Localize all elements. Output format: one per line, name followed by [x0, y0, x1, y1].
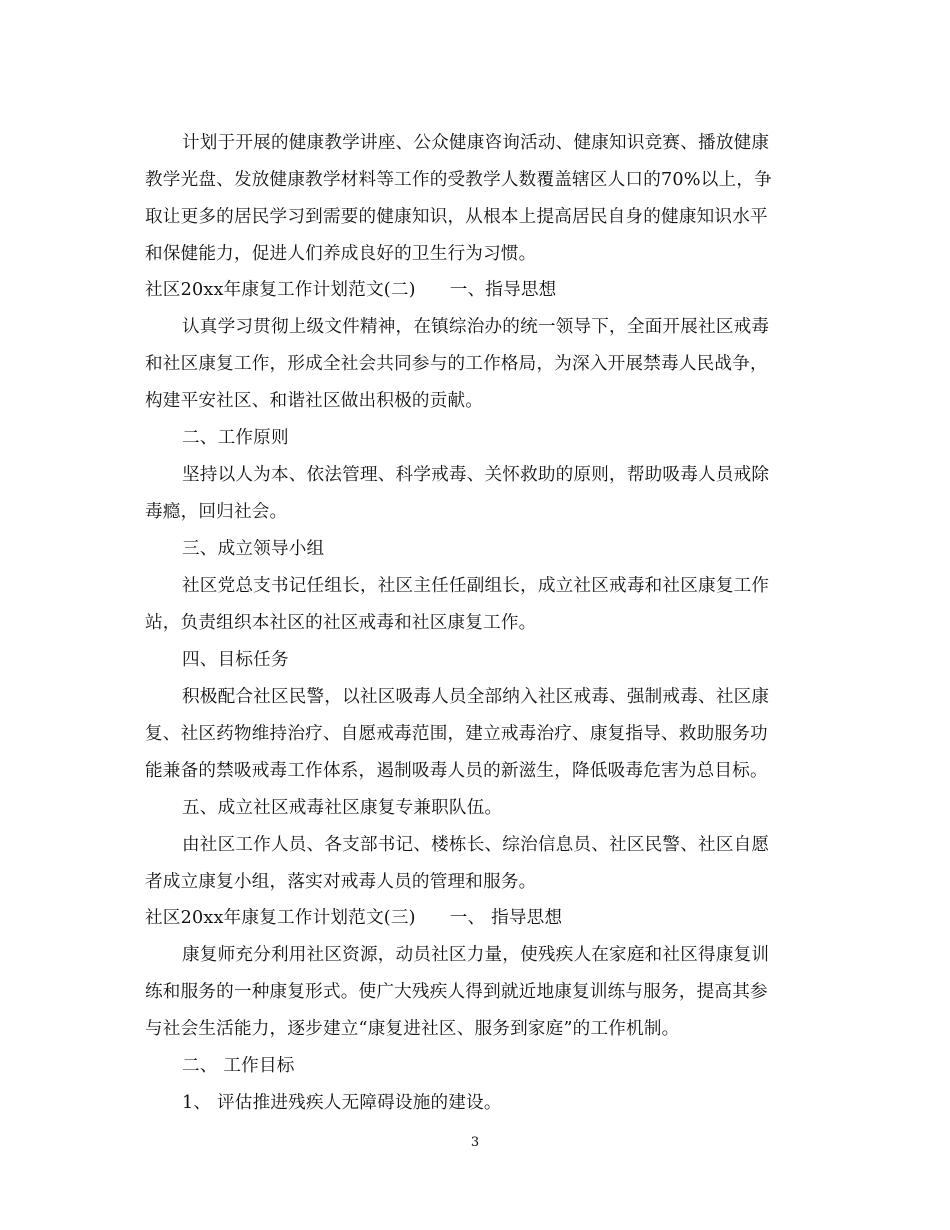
paragraph-line: 和社区康复工作，形成全社会共同参与的工作格局，为深入开展禁毒人民战争，: [145, 354, 768, 374]
paragraph-line: 教学光盘、发放健康教学材料等工作的受教学人数覆盖辖区人口的70%以上，争: [145, 170, 772, 190]
paragraph-line: 毒瘾，回归社会。: [145, 502, 288, 522]
subsection-title: 一、指导思想: [449, 280, 557, 300]
section-title: 社区20xx年康复工作计划范文(三): [145, 908, 416, 928]
paragraph-line: 构建平安社区、和谐社区做出积极的贡献。: [145, 391, 484, 411]
paragraph-line: 站，负责组织本社区的社区戒毒和社区康复工作。: [145, 613, 537, 633]
page-number: 3: [470, 1135, 480, 1150]
subsection-title: 二、 工作目标: [182, 1056, 295, 1076]
paragraph-line: 由社区工作人员、各支部书记、楼栋长、综治信息员、社区民警、社区自愿: [182, 835, 770, 855]
paragraph-line: 社区党总支书记任组长，社区主任任副组长，成立社区戒毒和社区康复工作: [182, 576, 770, 596]
subsection-title: 二、工作原则: [182, 428, 289, 448]
subsection-title: 三、成立领导小组: [182, 539, 325, 559]
subsection-title: 五、成立社区戒毒社区康复专兼职队伍。: [182, 798, 503, 818]
paragraph-line: 计划于开展的健康教学讲座、公众健康咨询活动、健康知识竞赛、播放健康: [182, 133, 770, 153]
paragraph-line: 坚持以人为本、依法管理、科学戒毒、关怀救助的原则，帮助吸毒人员戒除: [182, 465, 770, 485]
section-heading: [145, 278, 805, 302]
subsection-title: 一、 指导思想: [449, 908, 563, 928]
paragraph-line: 者成立康复小组，落实对戒毒人员的管理和服务。: [145, 872, 537, 892]
paragraph-line: 康复师充分利用社区资源，动员社区力量，使残疾人在家庭和社区得康复训: [182, 945, 770, 965]
subsection-title: 四、目标任务: [182, 650, 289, 670]
paragraph-line: 练和服务的一种康复形式。使广大残疾人得到就近地康复训练与服务，提高其参: [145, 982, 768, 1002]
paragraph-line: 取让更多的居民学习到需要的健康知识，从根本上提高居民自身的健康知识水平: [145, 207, 768, 227]
section-heading: [145, 906, 805, 930]
section-title: 社区20xx年康复工作计划范文(二): [145, 280, 416, 300]
paragraph-line: 复、社区药物维持治疗、自愿戒毒范围，建立戒毒治疗、康复指导、救助服务功: [145, 724, 768, 744]
paragraph-line: 积极配合社区民警，以社区吸毒人员全部纳入社区戒毒、强制戒毒、社区康: [182, 687, 770, 707]
paragraph-line: 认真学习贯彻上级文件精神，在镇综治办的统一领导下，全面开展社区戒毒: [182, 317, 770, 337]
paragraph-line: 和保健能力，促进人们养成良好的卫生行为习惯。: [145, 244, 537, 264]
paragraph-line: 与社会生活能力，逐步建立“康复进社区、服务到家庭”的工作机制。: [145, 1019, 680, 1039]
paragraph-line: 能兼备的禁吸戒毒工作体系，遏制吸毒人员的新滋生，降低吸毒危害为总目标。: [145, 761, 768, 781]
paragraph-line: 1、 评估推进残疾人无障碍设施的建设。: [182, 1093, 502, 1113]
